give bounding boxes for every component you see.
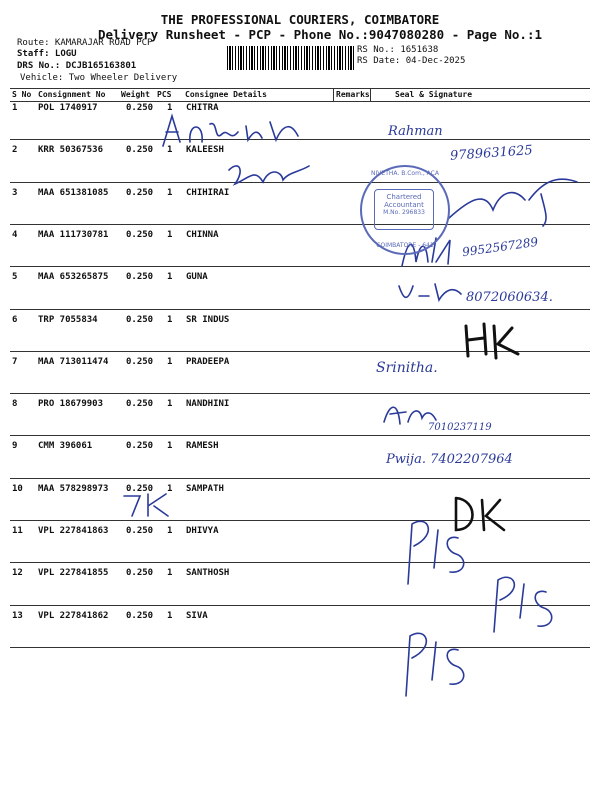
stamp-bottom-text: COIMBATORE - 641 bbox=[376, 242, 434, 249]
cell-name: NANDHINI bbox=[186, 399, 230, 410]
cell-name: CHITRA bbox=[186, 103, 219, 113]
cell-name: DHIVYA bbox=[186, 526, 219, 536]
cell-name: CHIHIRAI bbox=[186, 187, 230, 198]
handwriting-phone2: 9789631625 bbox=[449, 143, 534, 164]
cell-cno: CMM 396061 bbox=[38, 441, 93, 452]
cell-cno: MAA 653265875 bbox=[38, 272, 109, 283]
cell-sno: 10 bbox=[12, 483, 23, 494]
cell-cno: VPL 227841855 bbox=[38, 568, 109, 579]
col-sno: S No bbox=[12, 90, 32, 99]
cell-name: SIVA bbox=[186, 610, 208, 621]
cell-weight: 0.250 bbox=[126, 229, 154, 240]
signature-1 bbox=[158, 112, 318, 152]
cell-weight: 0.250 bbox=[126, 441, 154, 452]
stamp-line-3: M.No. 296833 bbox=[383, 209, 425, 216]
cell-cno: MAA 713011474 bbox=[38, 356, 109, 367]
cell-cno: MAA 578298973 bbox=[38, 483, 109, 494]
handwriting-sig2: Rahman bbox=[388, 124, 443, 139]
cell-cno: POL 1740917 bbox=[38, 103, 98, 113]
cell-cno: MAA 111730781 bbox=[38, 229, 109, 240]
row-divider bbox=[10, 435, 590, 436]
cell-name: KALEESH bbox=[186, 145, 224, 156]
handwriting-phone5: 8072060634. bbox=[466, 290, 553, 305]
cell-cno: KRR 50367536 bbox=[38, 145, 104, 156]
signature-5 bbox=[395, 280, 465, 310]
cell-weight: 0.250 bbox=[126, 568, 154, 579]
handwriting-sig9: Pwija. 7402207964 bbox=[386, 452, 513, 467]
cell-weight: 0.250 bbox=[126, 272, 154, 283]
cell-cno: TRP 7055834 bbox=[38, 314, 98, 325]
cell-name: RAMESH bbox=[186, 441, 219, 452]
drs-number: DRS No.: DCJB165163801 bbox=[17, 61, 137, 71]
cell-weight: 0.250 bbox=[126, 610, 154, 621]
signature-6 bbox=[460, 318, 530, 364]
vehicle-label: Vehicle: Two Wheeler Delivery bbox=[20, 73, 178, 83]
rs-date: RS Date: 04-Dec-2025 bbox=[357, 56, 466, 66]
cell-name: SR INDUS bbox=[186, 314, 230, 325]
cell-pcs: 1 bbox=[167, 610, 173, 621]
cell-name: SANTHOSH bbox=[186, 568, 230, 579]
cell-pcs: 1 bbox=[167, 399, 173, 410]
row-divider bbox=[10, 309, 590, 310]
row-divider bbox=[10, 562, 590, 563]
cell-sno: 11 bbox=[12, 526, 23, 536]
cell-weight: 0.250 bbox=[126, 145, 154, 156]
cell-pcs: 1 bbox=[167, 526, 173, 536]
route-label: Route: KAMARAJAR ROAD PCP bbox=[17, 38, 153, 48]
col-remarks: Remarks bbox=[336, 90, 370, 99]
cell-pcs: 1 bbox=[167, 229, 173, 240]
cell-sno: 13 bbox=[12, 610, 23, 621]
cell-pcs: 1 bbox=[167, 568, 173, 579]
col-weight: Weight bbox=[121, 90, 150, 99]
col-pcs: PCS bbox=[157, 90, 172, 99]
signature-11 bbox=[398, 510, 488, 590]
cell-cno: VPL 227841863 bbox=[38, 526, 109, 536]
handwriting-phone8: 7010237119 bbox=[428, 422, 492, 433]
cell-pcs: 1 bbox=[167, 483, 173, 494]
stamp-line-1: Chartered bbox=[386, 193, 422, 201]
cell-sno: 4 bbox=[12, 229, 18, 240]
cell-sno: 5 bbox=[12, 272, 18, 283]
cell-pcs: 1 bbox=[167, 441, 173, 452]
cell-cno: MAA 651381085 bbox=[38, 187, 109, 198]
cell-sno: 12 bbox=[12, 568, 23, 579]
cell-pcs: 1 bbox=[167, 356, 173, 367]
row-divider bbox=[10, 647, 590, 648]
handwriting-phone4: 9952567289 bbox=[461, 234, 539, 260]
cell-sno: 9 bbox=[12, 441, 18, 452]
cell-sno: 1 bbox=[12, 103, 18, 113]
chartered-accountant-stamp bbox=[360, 165, 450, 255]
row-divider bbox=[10, 266, 590, 267]
cell-name: GUNA bbox=[186, 272, 208, 283]
runsheet-subtitle: Delivery Runsheet - PCP - Phone No.:9047080280 - Page No.:1 bbox=[97, 27, 542, 42]
cell-weight: 0.250 bbox=[126, 399, 154, 410]
signature-13 bbox=[396, 620, 486, 700]
cell-name: CHINNA bbox=[186, 229, 219, 240]
stamp-line-2: Accountant bbox=[384, 201, 424, 209]
cell-sno: 3 bbox=[12, 187, 18, 198]
signature-9 bbox=[118, 488, 198, 520]
company-title: THE PROFESSIONAL COURIERS, COIMBATORE bbox=[160, 12, 440, 27]
cell-sno: 2 bbox=[12, 145, 18, 156]
signature-12 bbox=[488, 568, 568, 638]
row-divider bbox=[10, 393, 590, 394]
signature-2 bbox=[225, 160, 315, 190]
cell-sno: 7 bbox=[12, 356, 18, 367]
cell-pcs: 1 bbox=[167, 145, 173, 156]
cell-weight: 0.250 bbox=[126, 356, 154, 367]
cell-weight: 0.250 bbox=[126, 526, 154, 536]
handwriting-sig7: Srinitha. bbox=[376, 360, 438, 376]
cell-pcs: 1 bbox=[167, 187, 173, 198]
row-divider bbox=[10, 478, 590, 479]
barcode bbox=[227, 46, 355, 70]
cell-weight: 0.250 bbox=[126, 187, 154, 198]
cell-sno: 6 bbox=[12, 314, 18, 325]
staff-label: Staff: LOGU bbox=[17, 49, 77, 59]
col-seal: Seal & Signature bbox=[395, 90, 473, 99]
cell-cno: PRO 18679903 bbox=[38, 399, 104, 410]
cell-weight: 0.250 bbox=[126, 314, 154, 325]
cell-cno: VPL 227841862 bbox=[38, 610, 109, 621]
col-consignment: Consignment No bbox=[38, 90, 106, 99]
cell-pcs: 1 bbox=[167, 103, 173, 113]
cell-pcs: 1 bbox=[167, 272, 173, 283]
cell-name: SAMPATH bbox=[186, 483, 224, 494]
col-consignee: Consignee Details bbox=[185, 90, 267, 99]
cell-weight: 0.250 bbox=[126, 103, 154, 113]
cell-name: PRADEEPA bbox=[186, 356, 230, 367]
stamp-ring-text: NIVETHA. B.Com., ACA bbox=[371, 170, 439, 177]
rs-number: RS No.: 1651638 bbox=[357, 45, 439, 55]
cell-weight: 0.250 bbox=[126, 483, 154, 494]
cell-sno: 8 bbox=[12, 399, 18, 410]
signature-3 bbox=[445, 170, 585, 230]
cell-pcs: 1 bbox=[167, 314, 173, 325]
